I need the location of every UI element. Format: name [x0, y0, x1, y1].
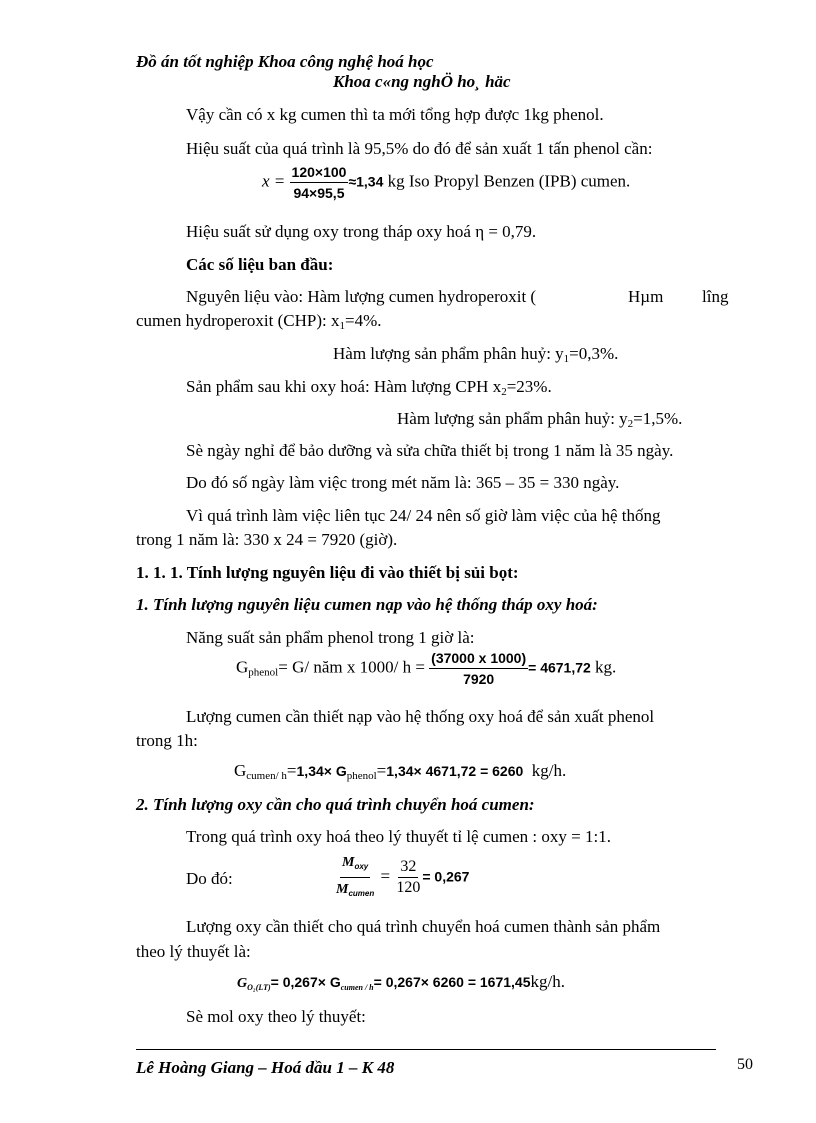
eq4-den-m: M	[336, 882, 349, 897]
paragraph-16: Sè mol oxy theo lý thuyết:	[186, 1007, 366, 1026]
eq4-equals: =	[380, 866, 391, 886]
equation-cumen	[234, 760, 566, 782]
eq1-result: ≈1,34	[348, 173, 384, 190]
section-heading-1-1-1: 1. 1. 1. Tính lượng nguyên liệu đi vào thiết bị sủi bọt:	[136, 563, 519, 582]
eq4-num-m: M	[342, 855, 355, 870]
eq4-den-sub: cumen	[348, 889, 375, 898]
eq2-g-sub: phenol	[248, 666, 279, 679]
paragraph-4a: Nguyên liệu vào: Hàm lượng cumen hydroperoxit (	[186, 287, 537, 306]
eq1-numerator: 120×100	[290, 164, 349, 183]
paragraph-4b: Hµm	[628, 287, 664, 306]
subheading-2: 2. Tính lượng oxy cần cho quá trình chuyển hoá cumen:	[136, 795, 535, 814]
p4d-sub: 1	[339, 320, 345, 332]
paragraph-11: Năng suất sản phẩm phenol trong 1 giờ là:	[186, 628, 475, 647]
eq5-g-sub: O₂(LT)	[247, 983, 271, 992]
eq5-part1: = 0,267× G	[270, 974, 341, 990]
paragraph-14: Do đó:	[186, 869, 233, 888]
footer-divider	[136, 1049, 716, 1050]
eq3-part1: =	[286, 761, 297, 780]
paragraph-8: Sè ngày nghỉ để bảo dưỡng và sửa chữa thiết bị trong 1 năm là 35 ngày.	[186, 441, 674, 460]
equation-ipb	[262, 164, 630, 201]
equation-oxy	[237, 971, 565, 999]
p7-tail: =1,5%.	[633, 409, 683, 428]
eq3-part2: 1,34× G	[296, 763, 347, 779]
paragraph-12a: Lượng cumen cần thiết nạp vào hệ thống oxy hoá để sản xuất phenol	[186, 707, 655, 726]
equation-ratio	[334, 853, 469, 902]
eq3-part4: 1,34× 4671,72 = 6260	[386, 763, 524, 779]
paragraph-13: Trong quá trình oxy hoá theo lý thuyết tỉ lệ cumen : oxy = 1:1.	[186, 827, 611, 846]
eq3-part3: =	[376, 761, 387, 780]
header-subtitle: Khoa c«ng nghÖ ho¸ häc	[333, 72, 511, 91]
paragraph-10a: Vì quá trình làm việc liên tục 24/ 24 nên số giờ làm việc của hệ thống	[186, 506, 661, 525]
eq4-denominator-2: 120	[396, 879, 421, 896]
paragraph-6	[186, 376, 552, 398]
eq1-lhs: x =	[262, 171, 286, 191]
eq4-numerator	[340, 853, 370, 878]
eq5-part1-sub: cumen / h	[340, 983, 374, 992]
eq5-part2: = 0,267× 6260 = 1671,45	[373, 974, 531, 990]
p7-sub: 2	[627, 418, 634, 430]
paragraph-15a: Lượng oxy cần thiết cho quá trình chuyển hoá cumen thành sản phẩm	[186, 917, 661, 936]
paragraph-9: Do đó số ngày làm việc trong mét năm là: 365 – 35 = 330 ngày.	[186, 473, 620, 492]
eq4-denominator	[334, 878, 376, 902]
eq2-g: G	[236, 657, 249, 677]
paragraph-10b: trong 1 năm là: 330 x 24 = 7920 (giờ).	[136, 530, 398, 549]
page-number: 50	[737, 1056, 753, 1073]
p5-sub: 1	[563, 353, 570, 365]
eq2-numerator: (37000 x 1000)	[429, 650, 528, 669]
paragraph-5	[333, 343, 618, 365]
eq2-mid: = G/ năm x 1000/ h =	[278, 657, 425, 677]
paragraph-2: Hiệu suất của quá trình là 95,5% do đó để sản xuất 1 tấn phenol cần:	[186, 139, 653, 158]
equation-phenol	[236, 650, 616, 687]
eq3-g: G	[234, 761, 247, 780]
p6-sub: 2	[501, 386, 507, 398]
eq1-tail: kg Iso Propyl Benzen (IPB) cumen.	[383, 171, 631, 191]
paragraph-4d	[136, 310, 382, 332]
eq4-fraction-m	[334, 853, 376, 902]
p4d-text: cumen hydroperoxit (CHP): x	[136, 311, 340, 330]
eq3-part2-sub: phenol	[346, 770, 377, 782]
p5-tail: =0,3%.	[569, 344, 619, 363]
eq5-tail: kg/h.	[530, 972, 565, 991]
footer-author: Lê Hoàng Giang – Hoá dầu 1 – K 48	[136, 1058, 395, 1077]
p7-text: Hàm lượng sản phẩm phân huỷ: y	[397, 409, 628, 428]
eq4-result: = 0,267	[422, 868, 470, 885]
eq4-fraction-num	[394, 859, 422, 896]
p4d-tail: =4%.	[345, 311, 382, 330]
paragraph-4c: lîng	[702, 287, 729, 306]
header-title: Đồ án tốt nghiệp Khoa công nghệ hoá học	[136, 52, 434, 71]
eq3-g-sub: cumen/ h	[246, 770, 287, 782]
eq1-fraction	[290, 164, 349, 201]
eq2-tail: kg.	[590, 657, 617, 677]
eq3-tail: kg/h.	[531, 761, 567, 780]
paragraph-7	[397, 408, 682, 430]
paragraph-1: Vậy cần có x kg cumen thì ta mới tổng hợp được 1kg phenol.	[186, 105, 604, 124]
heading-initial-data: Các số liệu ban đầu:	[186, 255, 334, 274]
p6-tail: =23%.	[506, 377, 552, 396]
eq2-denominator: 7920	[463, 671, 495, 687]
subheading-1: 1. Tính lượng nguyên liệu cumen nạp vào hệ thống tháp oxy hoá:	[136, 595, 598, 614]
paragraph-15b: theo lý thuyết là:	[136, 942, 251, 961]
eq2-fraction	[429, 650, 528, 687]
eq4-num-sub: oxy	[354, 862, 369, 871]
paragraph-12b: trong 1h:	[136, 731, 198, 750]
eq4-numerator-2: 32	[398, 859, 418, 878]
eq5-g: G	[237, 976, 248, 991]
eq1-denominator: 94×95,5	[293, 185, 345, 201]
paragraph-3: Hiệu suất sử dụng oxy trong tháp oxy hoá η = 0,79.	[186, 222, 537, 241]
p6-text: Sản phẩm sau khi oxy hoá: Hàm lượng CPH x	[186, 377, 502, 396]
eq2-result: = 4671,72	[528, 659, 591, 676]
p5-text: Hàm lượng sản phẩm phân huỷ: y	[333, 344, 564, 363]
